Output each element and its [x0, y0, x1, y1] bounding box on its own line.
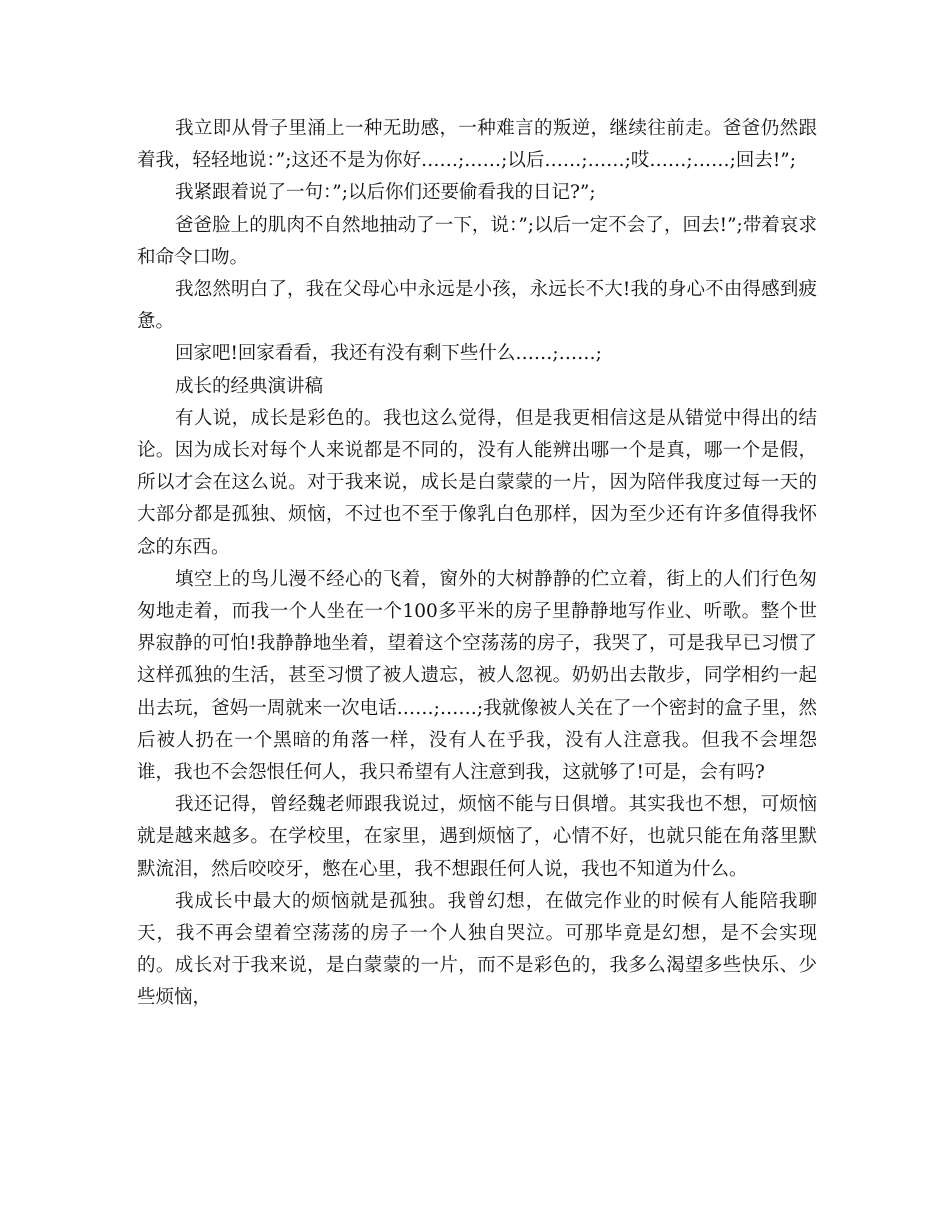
- paragraph-1: 我立即从骨子里涌上一种无助感，一种难言的叛逆，继续往前走。爸爸仍然跟着我，轻轻地说：”;这还不是为你好……;……;以后……;……;哎……;……;回去!”;: [137, 118, 817, 172]
- paragraph-9: 我成长中最大的烦恼就是孤独。我曾幻想，在做完作业的时候有人能陪我聊天，我不再会望着空荡荡的房子一个人独自哭泣。可那毕竟是幻想，是不会实现的。成长对于我来说，是白蒙蒙的一片，而不是彩色的，我多么渴望多些快乐、少些烦恼，: [137, 890, 817, 1009]
- paragraph-2: 我紧跟着说了一句：”;以后你们还要偷看我的日记?”;: [175, 182, 596, 204]
- paragraph-7: 填空上的鸟儿漫不经心的飞着，窗外的大树静静的伫立着，街上的人们行色匆匆地走着，而我一个人坐在一个100多平米的房子里静静地写作业、听歌。整个世界寂静的可怕!我静静地坐着，望着这个空荡荡的房子，我哭了，可是我早已习惯了这样孤独的生活，甚至习惯了被人遗忘，被人忽视。奶奶出去散步，同学相约一起出去玩，爸妈一周就来一次电话……;……;我就像被人关在了一个密封的盒子里，然后被人扔在一个黑暗的角落一样，没有人在乎我，没有人注意我。但我不会埋怨谁，我也不会怨恨任何人，我只希望有人注意到我，这就够了!可是，会有吗?: [137, 568, 817, 784]
- paragraph-3: 爸爸脸上的肌肉不自然地抽动了一下，说：”;以后一定不会了，回去!”;带着哀求和命令口吻。: [137, 214, 817, 268]
- paragraph-6: 有人说，成长是彩色的。我也这么觉得，但是我更相信这是从错觉中得出的结论。因为成长对每个人来说都是不同的，没有人能辨出哪一个是真，哪一个是假，所以才会在这么说。对于我来说，成长是白蒙蒙的一片，因为陪伴我度过每一天的大部分都是孤独、烦恼，不过也不至于像乳白色那样，因为至少还有许多值得我怀念的东西。: [137, 407, 817, 558]
- paragraph-5: 回家吧!回家看看，我还有没有剩下些什么……;……;: [175, 343, 602, 365]
- document-body: [137, 113, 817, 1015]
- paragraph-4: 我忽然明白了，我在父母心中永远是小孩，永远长不大!我的身心不由得感到疲惫。: [137, 279, 817, 333]
- paragraph-8: 我还记得，曾经魏老师跟我说过，烦恼不能与日俱增。其实我也不想，可烦恼就是越来越多。在学校里，在家里，遇到烦恼了，心情不好，也就只能在角落里默默流泪，然后咬咬牙，憋在心里，我不想跟任何人说，我也不知道为什么。: [137, 794, 817, 880]
- section-heading: 成长的经典演讲稿: [175, 375, 324, 397]
